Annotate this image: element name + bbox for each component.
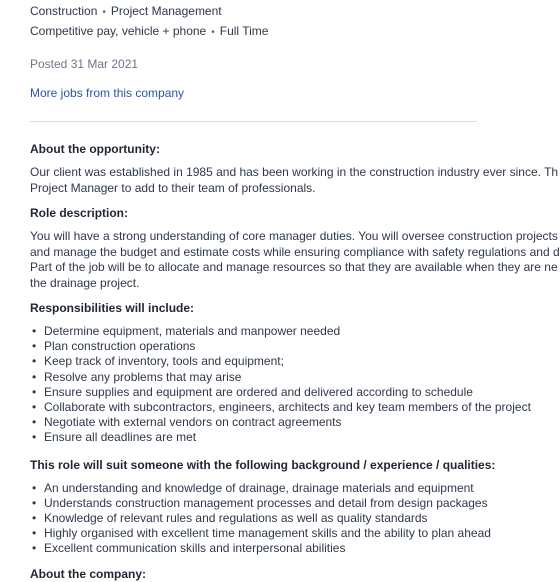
role-line: Part of the job will be to allocate and manage resources so that they are available when they are ne: [30, 260, 558, 274]
list-item: • Understands construction management processes and detail from design packages: [30, 496, 477, 511]
opportunity-heading: About the opportunity:: [30, 142, 160, 156]
suitability-heading: This role will suit someone with the following background / experience / qualities:: [30, 457, 496, 472]
section-divider: [30, 121, 477, 122]
list-item: • Keep track of inventory, tools and equipment;: [30, 354, 477, 369]
job-pay-and-type: [30, 22, 477, 42]
list-item: • Knowledge of relevant rules and regulations as well as quality standards: [30, 511, 477, 526]
work-type: Full Time: [219, 24, 269, 38]
list-item: • Resolve any problems that may arise: [30, 370, 477, 385]
job-details-page: [30, 0, 560, 582]
pay-info: Competitive pay, vehicle + phone: [30, 24, 207, 38]
list-item: • An understanding and knowledge of drainage, drainage materials and equipment: [30, 481, 477, 496]
company-heading: About the company:: [30, 566, 146, 581]
role-text: [30, 229, 560, 291]
separator-dot: •: [211, 27, 215, 38]
job-categories: [30, 2, 477, 22]
list-item: • Ensure all deadlines are met: [30, 430, 477, 445]
job-meta: [30, 2, 477, 42]
list-item: • Highly organised with excellent time management skills and the ability to plan ahead: [30, 526, 477, 541]
responsibilities-heading: Responsibilities will include:: [30, 301, 195, 315]
more-jobs-link[interactable]: More jobs from this company: [30, 86, 185, 100]
role-heading: Role description:: [30, 206, 129, 220]
responsibilities-list: [30, 324, 531, 446]
opportunity-line: Our client was established in 1985 and has been working in the construction industry ever since. Th: [30, 165, 559, 179]
list-item: • Ensure supplies and equipment are ordered and delivered according to schedule: [30, 385, 477, 400]
separator-dot: •: [102, 7, 106, 18]
role-line: the drainage project.: [30, 275, 140, 290]
suitability-list: [30, 480, 491, 557]
opportunity-text: [30, 165, 559, 196]
list-item: • Negotiate with external vendors on contract agreements: [30, 415, 477, 430]
category-project-management[interactable]: Project Management: [110, 4, 222, 18]
list-item: • Excellent communication skills and interpersonal abilities: [30, 541, 477, 556]
list-item: • Collaborate with subcontractors, engineers, architects and key team members of the project: [30, 400, 477, 415]
role-line: You will have a strong understanding of core manager duties. You will oversee construction projects: [30, 229, 558, 243]
role-line: and manage the budget and estimate costs while ensuring compliance with safety regulations and d: [30, 244, 560, 259]
list-item: • Plan construction operations: [30, 339, 477, 354]
category-construction[interactable]: Construction: [30, 4, 98, 18]
list-item: • Determine equipment, materials and manpower needed: [30, 324, 477, 339]
opportunity-line: Project Manager to add to their team of professionals.: [30, 180, 316, 195]
posted-date: Posted 31 Mar 2021: [30, 57, 139, 71]
